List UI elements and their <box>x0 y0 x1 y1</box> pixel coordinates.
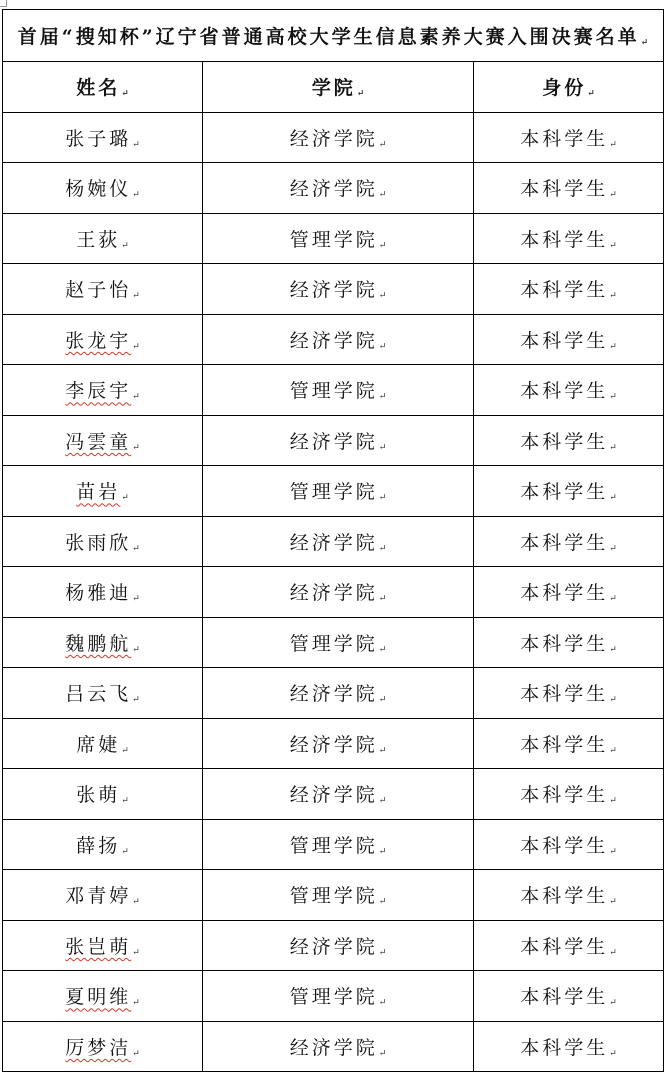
paragraph-mark: ↵ <box>132 947 140 958</box>
table-row <box>3 314 664 365</box>
table-row <box>3 516 664 567</box>
paragraph-mark: ↵ <box>378 846 387 857</box>
cell-status-text: 本科学生 <box>520 935 609 958</box>
cell-status-text: 本科学生 <box>520 834 609 857</box>
paragraph-mark: ↵ <box>132 1048 140 1059</box>
cell-name-text: 冯雲童 <box>65 430 132 453</box>
paragraph-mark: ↵ <box>121 240 129 251</box>
cell-name <box>3 819 203 870</box>
paragraph-mark: ↵ <box>132 543 140 554</box>
document-body <box>2 9 663 1072</box>
header-name-label: 姓名 <box>76 77 121 100</box>
cell-name <box>3 617 203 668</box>
table-row <box>3 567 664 618</box>
cell-college-text: 管理学院 <box>289 481 378 504</box>
cell-college-text: 管理学院 <box>289 834 378 857</box>
cell-college-text: 经济学院 <box>289 683 378 706</box>
cell-college <box>203 668 474 719</box>
cell-name-text: 杨雅迪 <box>65 582 132 605</box>
paragraph-mark: ↵ <box>378 947 387 958</box>
cell-college-text: 经济学院 <box>289 935 378 958</box>
paragraph-mark: ↵ <box>609 796 617 807</box>
paragraph-mark: ↵ <box>378 745 387 756</box>
cell-college <box>203 718 474 769</box>
paragraph-mark: ↵ <box>609 190 617 201</box>
cell-status <box>474 415 664 466</box>
cell-college-text: 管理学院 <box>289 986 378 1009</box>
cell-name <box>3 668 203 719</box>
cell-name-text: 夏明维 <box>65 986 132 1009</box>
cell-status-text: 本科学生 <box>520 329 609 352</box>
cell-college-text: 经济学院 <box>289 531 378 554</box>
header-name <box>3 62 203 113</box>
cell-college <box>203 769 474 820</box>
paragraph-mark: ↵ <box>378 897 387 908</box>
cell-status <box>474 617 664 668</box>
cell-name <box>3 920 203 971</box>
cell-college-text: 经济学院 <box>289 784 378 807</box>
paragraph-mark: ↵ <box>609 745 617 756</box>
cell-college-text: 经济学院 <box>289 127 378 150</box>
cell-status-text: 本科学生 <box>520 885 609 908</box>
cell-status <box>474 314 664 365</box>
cell-college-text: 经济学院 <box>289 178 378 201</box>
cell-status <box>474 870 664 921</box>
cell-status <box>474 819 664 870</box>
cell-college-text: 管理学院 <box>289 885 378 908</box>
cell-status <box>474 516 664 567</box>
cell-college-text: 经济学院 <box>289 582 378 605</box>
cell-college-text: 管理学院 <box>289 228 378 251</box>
cell-name <box>3 971 203 1022</box>
paragraph-mark: ↵ <box>609 291 617 302</box>
cell-status-text: 本科学生 <box>520 481 609 504</box>
cell-status <box>474 920 664 971</box>
paragraph-mark: ↵ <box>609 442 617 453</box>
paragraph-mark: ↵ <box>609 493 617 504</box>
table-title: 首届“搜知杯”辽宁省普通高校大学生信息素养大赛入围决赛名单 <box>17 26 640 48</box>
cell-name <box>3 567 203 618</box>
cell-college <box>203 819 474 870</box>
cell-college <box>203 971 474 1022</box>
cell-status <box>474 567 664 618</box>
table-row <box>3 466 664 517</box>
cell-status-text: 本科学生 <box>520 430 609 453</box>
title-row <box>3 10 664 62</box>
table-row <box>3 264 664 315</box>
paragraph-mark: ↵ <box>132 897 140 908</box>
cell-status-text: 本科学生 <box>520 986 609 1009</box>
paragraph-mark: ↵ <box>587 89 595 100</box>
cell-status <box>474 971 664 1022</box>
cell-name <box>3 516 203 567</box>
paragraph-mark: ↵ <box>378 543 387 554</box>
cell-name-text: 苗岩 <box>76 481 121 504</box>
cell-status-text: 本科学生 <box>520 178 609 201</box>
paragraph-mark: ↵ <box>132 341 140 352</box>
table-row <box>3 415 664 466</box>
paragraph-mark: ↵ <box>132 695 140 706</box>
cell-name <box>3 264 203 315</box>
cell-status <box>474 163 664 214</box>
cell-status <box>474 1021 664 1072</box>
header-college-label: 学院 <box>311 77 356 100</box>
cell-status-text: 本科学生 <box>520 531 609 554</box>
paragraph-mark: ↵ <box>640 38 649 48</box>
paragraph-mark: ↵ <box>378 341 387 352</box>
cell-name-text: 吕云飞 <box>65 683 132 706</box>
cell-college-text: 经济学院 <box>289 279 378 302</box>
cell-college <box>203 466 474 517</box>
paragraph-mark: ↵ <box>378 240 387 251</box>
cell-college-text: 经济学院 <box>289 329 378 352</box>
paragraph-mark: ↵ <box>121 745 129 756</box>
paragraph-mark: ↵ <box>121 846 129 857</box>
cell-college-text: 经济学院 <box>289 1036 378 1059</box>
cell-status-text: 本科学生 <box>520 228 609 251</box>
cell-college-text: 经济学院 <box>289 430 378 453</box>
cell-name <box>3 365 203 416</box>
cell-college <box>203 617 474 668</box>
paragraph-mark: ↵ <box>378 594 387 605</box>
table-row <box>3 668 664 719</box>
paragraph-mark: ↵ <box>378 796 387 807</box>
cell-name <box>3 769 203 820</box>
cell-status <box>474 264 664 315</box>
paragraph-mark: ↵ <box>378 190 387 201</box>
cell-college <box>203 567 474 618</box>
cell-status-text: 本科学生 <box>520 632 609 655</box>
table-row <box>3 769 664 820</box>
table-row <box>3 718 664 769</box>
table-row <box>3 920 664 971</box>
paragraph-mark: ↵ <box>609 1048 617 1059</box>
cell-college <box>203 415 474 466</box>
finalist-table <box>2 9 664 1072</box>
paragraph-mark: ↵ <box>609 846 617 857</box>
cell-name-text: 王荻 <box>76 228 121 251</box>
paragraph-mark: ↵ <box>609 543 617 554</box>
paragraph-mark: ↵ <box>132 998 140 1009</box>
cell-name-text: 张岂萌 <box>65 935 132 958</box>
page-corner-mark <box>0 0 7 7</box>
header-status-label: 身份 <box>542 77 587 100</box>
table-row <box>3 617 664 668</box>
cell-college-text: 管理学院 <box>289 632 378 655</box>
table-row <box>3 870 664 921</box>
cell-name-text: 张萌 <box>76 784 121 807</box>
cell-name-text: 薛扬 <box>76 834 121 857</box>
paragraph-mark: ↵ <box>609 695 617 706</box>
table-row <box>3 819 664 870</box>
paragraph-mark: ↵ <box>378 442 387 453</box>
cell-status-text: 本科学生 <box>520 127 609 150</box>
paragraph-mark: ↵ <box>356 89 365 100</box>
cell-college <box>203 112 474 163</box>
cell-status <box>474 769 664 820</box>
cell-college <box>203 163 474 214</box>
cell-name-text: 杨婉仪 <box>65 178 132 201</box>
paragraph-mark: ↵ <box>132 291 140 302</box>
paragraph-mark: ↵ <box>609 897 617 908</box>
cell-name <box>3 314 203 365</box>
paragraph-mark: ↵ <box>609 392 617 403</box>
cell-name-text: 邓青婷 <box>65 885 132 908</box>
table-row <box>3 971 664 1022</box>
cell-name <box>3 163 203 214</box>
cell-name <box>3 213 203 264</box>
cell-name-text: 张子璐 <box>65 127 132 150</box>
cell-name-text: 赵子怡 <box>65 279 132 302</box>
paragraph-mark: ↵ <box>378 392 387 403</box>
header-status <box>474 62 664 113</box>
cell-name <box>3 466 203 517</box>
paragraph-mark: ↵ <box>121 493 129 504</box>
cell-name <box>3 718 203 769</box>
cell-status <box>474 213 664 264</box>
cell-name <box>3 870 203 921</box>
cell-status <box>474 365 664 416</box>
header-row <box>3 62 664 113</box>
cell-status-text: 本科学生 <box>520 1036 609 1059</box>
paragraph-mark: ↵ <box>378 644 387 655</box>
cell-status-text: 本科学生 <box>520 380 609 403</box>
table-row <box>3 1021 664 1072</box>
cell-college <box>203 365 474 416</box>
cell-college <box>203 213 474 264</box>
cell-college <box>203 516 474 567</box>
paragraph-mark: ↵ <box>132 392 140 403</box>
paragraph-mark: ↵ <box>609 139 617 150</box>
paragraph-mark: ↵ <box>132 594 140 605</box>
cell-status-text: 本科学生 <box>520 784 609 807</box>
paragraph-mark: ↵ <box>378 998 387 1009</box>
cell-name-text: 张龙宇 <box>65 329 132 352</box>
cell-status <box>474 466 664 517</box>
cell-status-text: 本科学生 <box>520 279 609 302</box>
cell-college <box>203 264 474 315</box>
cell-college-text: 管理学院 <box>289 380 378 403</box>
cell-status-text: 本科学生 <box>520 582 609 605</box>
cell-college <box>203 870 474 921</box>
cell-status <box>474 668 664 719</box>
paragraph-mark: ↵ <box>609 341 617 352</box>
cell-status-text: 本科学生 <box>520 683 609 706</box>
cell-name <box>3 415 203 466</box>
paragraph-mark: ↵ <box>609 594 617 605</box>
cell-name-text: 张雨欣 <box>65 531 132 554</box>
cell-college-text: 经济学院 <box>289 733 378 756</box>
paragraph-mark: ↵ <box>609 240 617 251</box>
paragraph-mark: ↵ <box>609 947 617 958</box>
paragraph-mark: ↵ <box>378 695 387 706</box>
table-row <box>3 213 664 264</box>
table-row <box>3 112 664 163</box>
paragraph-mark: ↵ <box>132 644 140 655</box>
cell-college <box>203 1021 474 1072</box>
paragraph-mark: ↵ <box>378 493 387 504</box>
cell-status-text: 本科学生 <box>520 733 609 756</box>
cell-name-text: 李辰宇 <box>65 380 132 403</box>
table-title-cell <box>3 10 664 62</box>
table-row <box>3 365 664 416</box>
cell-college <box>203 920 474 971</box>
cell-status <box>474 718 664 769</box>
cell-name-text: 席婕 <box>76 733 121 756</box>
paragraph-mark: ↵ <box>609 998 617 1009</box>
paragraph-mark: ↵ <box>132 190 140 201</box>
paragraph-mark: ↵ <box>378 139 387 150</box>
paragraph-mark: ↵ <box>132 139 140 150</box>
cell-name-text: 魏鹏航 <box>65 632 132 655</box>
cell-name <box>3 112 203 163</box>
paragraph-mark: ↵ <box>609 644 617 655</box>
cell-college <box>203 314 474 365</box>
table-row <box>3 163 664 214</box>
paragraph-mark: ↵ <box>121 796 129 807</box>
cell-name-text: 厉梦洁 <box>65 1036 132 1059</box>
cell-name <box>3 1021 203 1072</box>
paragraph-mark: ↵ <box>132 442 140 453</box>
paragraph-mark: ↵ <box>121 89 129 100</box>
cell-status <box>474 112 664 163</box>
paragraph-mark: ↵ <box>378 1048 387 1059</box>
paragraph-mark: ↵ <box>378 291 387 302</box>
header-college <box>203 62 474 113</box>
